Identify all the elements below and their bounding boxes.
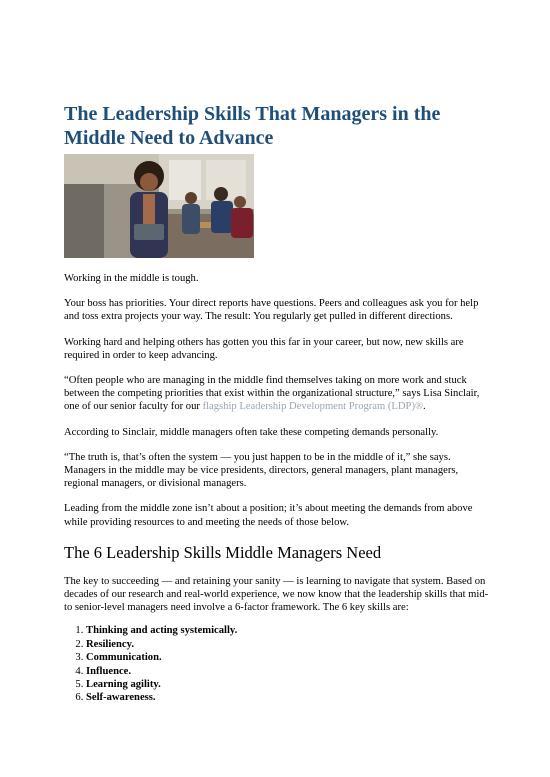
quote-end: . — [423, 401, 426, 413]
list-item — [86, 624, 494, 637]
skill-label: Communication. — [86, 652, 162, 664]
quote-text: “Often people who are managing in the middle find themselves taking on more work and stuck between the competing priorities that exist within the organizational structure,” says Lisa Sinclair, one of our senior faculty for our — [64, 375, 480, 413]
skill-label: Influence. — [86, 665, 132, 677]
skill-label: Learning agility. — [86, 679, 161, 691]
office-meeting-image — [64, 154, 254, 258]
skills-list — [64, 624, 494, 704]
paragraph-new-skills: Working hard and helping others has gotten you this far in your career, but now, new skills are required in order to keep advancing. — [64, 336, 464, 361]
skill-label: Self-awareness. — [86, 692, 156, 704]
section-heading: The 6 Leadership Skills Middle Managers Need — [64, 542, 382, 562]
hero-photo — [64, 154, 254, 258]
article-title: The Leadership Skills That Managers in the Middle Need to Advance — [64, 103, 441, 149]
list-item — [86, 678, 494, 691]
list-item — [86, 691, 494, 704]
paragraph-system: “The truth is, that’s often the system — you just happen to be in the middle of it,” she says. Managers in the middle may be vice presidents, directors, general managers, plant managers, regional managers, or divisional managers. — [64, 451, 459, 490]
paragraph-priorities: Your boss has priorities. Your direct reports have questions. Peers and colleagues ask you for help and toss extra projects your way. The result: You regularly get pulled in different directions. — [64, 298, 479, 323]
article — [64, 102, 494, 705]
ldp-link[interactable]: flagship Leadership Development Program (LDP)® — [202, 401, 424, 413]
skill-label: Resiliency. — [86, 638, 134, 650]
paragraph-middle-zone: Leading from the middle zone isn’t about a position; it’s about meeting the demands from above while providing resources to and meeting the needs of those below. — [64, 503, 473, 528]
paragraph-intro: Working in the middle is tough. — [64, 273, 199, 284]
list-item — [86, 665, 494, 678]
paragraph-quote-sinclair — [64, 374, 494, 414]
list-item — [86, 638, 494, 651]
skill-label: Thinking and acting systemically. — [86, 625, 238, 637]
list-item — [86, 651, 494, 664]
paragraph-framework: The key to succeeding — and retaining your sanity — is learning to navigate that system. Based on decades of our research and real-world experience, we now know that the leadership skills that mid- to senior-level managers need involve a 6-factor framework. The 6 key skills are: — [64, 575, 489, 614]
paragraph-competing-demands: According to Sinclair, middle managers often take these competing demands personally. — [64, 426, 439, 438]
